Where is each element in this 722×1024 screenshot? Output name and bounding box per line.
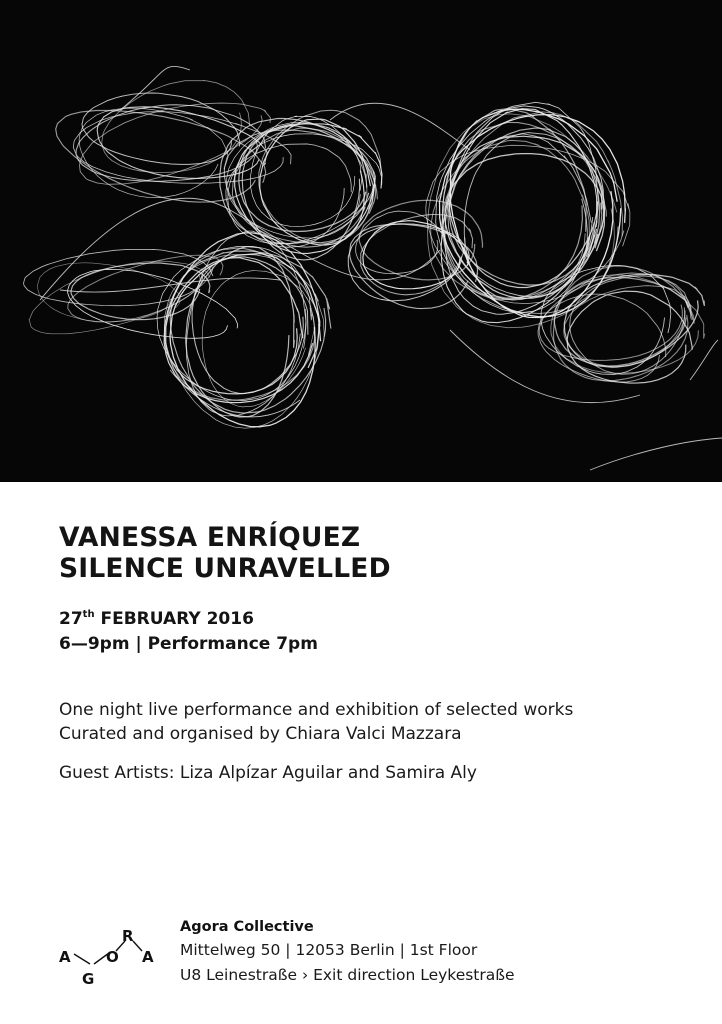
light-trail-loop bbox=[442, 112, 623, 314]
light-trail-strand bbox=[590, 438, 722, 470]
light-trail-loop bbox=[38, 263, 181, 322]
artist-name: VANESSA ENRÍQUEZ bbox=[59, 522, 361, 553]
venue-address: Mittelweg 50 | 12053 Berlin | 1st Floor bbox=[180, 941, 478, 959]
venue-info bbox=[180, 916, 700, 988]
light-trail-loop bbox=[436, 102, 599, 312]
light-trail-loop bbox=[56, 111, 266, 203]
light-trail-loop bbox=[445, 154, 604, 299]
venue-directions: U8 Leinestraße › Exit direction Leykestraße bbox=[180, 966, 515, 984]
logo-letter-a1: A bbox=[59, 948, 71, 966]
light-trail-strand bbox=[120, 66, 190, 110]
date-month-year: FEBRUARY 2016 bbox=[94, 609, 254, 629]
date-suffix: th bbox=[82, 609, 95, 620]
description-line: One night live performance and exhibition of selected works bbox=[59, 700, 574, 720]
logo-letter-a2: A bbox=[142, 948, 154, 966]
light-trail-loop bbox=[567, 291, 692, 383]
exhibition-title: SILENCE UNRAVELLED bbox=[59, 553, 391, 584]
agora-logo bbox=[57, 916, 167, 996]
light-trail-loop bbox=[79, 108, 228, 197]
logo-letter-o: O bbox=[106, 948, 119, 966]
date-day: 27 bbox=[59, 609, 83, 629]
guest-artists-line: Guest Artists: Liza Alpízar Aguilar and Samira Aly bbox=[59, 763, 477, 783]
event-time: 6—9pm | Performance 7pm bbox=[59, 634, 318, 654]
event-details bbox=[59, 522, 699, 785]
light-trail-loop bbox=[24, 249, 213, 305]
venue-name: Agora Collective bbox=[180, 919, 314, 935]
logo-letter-g: G bbox=[82, 970, 95, 988]
light-trail-loop bbox=[445, 106, 604, 314]
light-trail-loop bbox=[220, 119, 376, 244]
logo-letter-r: R bbox=[122, 927, 134, 945]
light-trail-loop bbox=[170, 254, 321, 427]
curator-line: Curated and organised by Chiara Valci Mazzara bbox=[59, 724, 462, 744]
hero-photograph bbox=[0, 0, 722, 482]
event-date bbox=[59, 602, 699, 632]
light-trail-drawing bbox=[0, 0, 722, 482]
footer bbox=[57, 916, 697, 996]
